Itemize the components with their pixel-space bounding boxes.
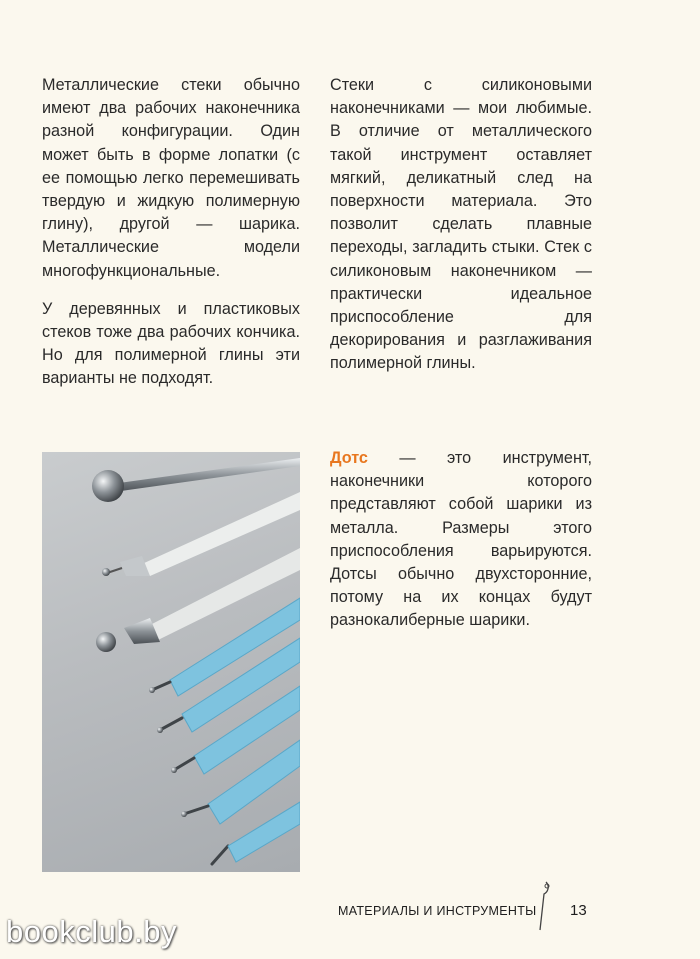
dots-term: Дотс <box>330 449 368 467</box>
paragraph-silicone-tools: Стеки с силиконовыми наконечниками — мои любимые. В отличие от металлического такой инструмент оставляет мягкий, деликатный след на поверхности материала. Это позволит сделать плавные переходы, загладить стыки. Стек с силиконовым наконечником — практически идеальное приспособление для декорирования и разглаживания полимерной глины. <box>330 76 592 373</box>
paragraph-dots <box>330 447 592 633</box>
text-column-left <box>42 74 300 406</box>
page-number: 13 <box>570 902 587 919</box>
photo-dotting-tools <box>42 452 300 872</box>
footer-section-title: МАТЕРИАЛЫ И ИНСТРУМЕНТЫ <box>338 904 537 918</box>
watermark-logo: bookclub.by <box>6 914 177 949</box>
sculpting-tool-icon <box>532 880 558 939</box>
dots-definition: — это инструмент, наконечники которого представляют собой шарики из металла. Размеры этого приспособления варьируются. Дотсы обычно двухсторонние, потому на их концах будут разнокалиберные шарики. <box>330 449 592 630</box>
paragraph-metal-tools: Металлические стеки обычно имеют два рабочих наконечника разной конфигурации. Один может быть в форме лопатки (с ее помощью легко перемешивать твердую и жидкую полимерную глину), другой — шарика. Металлические модели многофункциональные. <box>42 76 300 280</box>
paragraph-wood-plastic-tools: У деревянных и пластиковых стеков тоже два рабочих кончика. Но для полимерной глины эти варианты не подходят. <box>42 299 300 388</box>
text-column-right <box>330 74 592 391</box>
text-dots-description <box>330 447 592 648</box>
dotting-tools-illustration <box>42 452 300 872</box>
